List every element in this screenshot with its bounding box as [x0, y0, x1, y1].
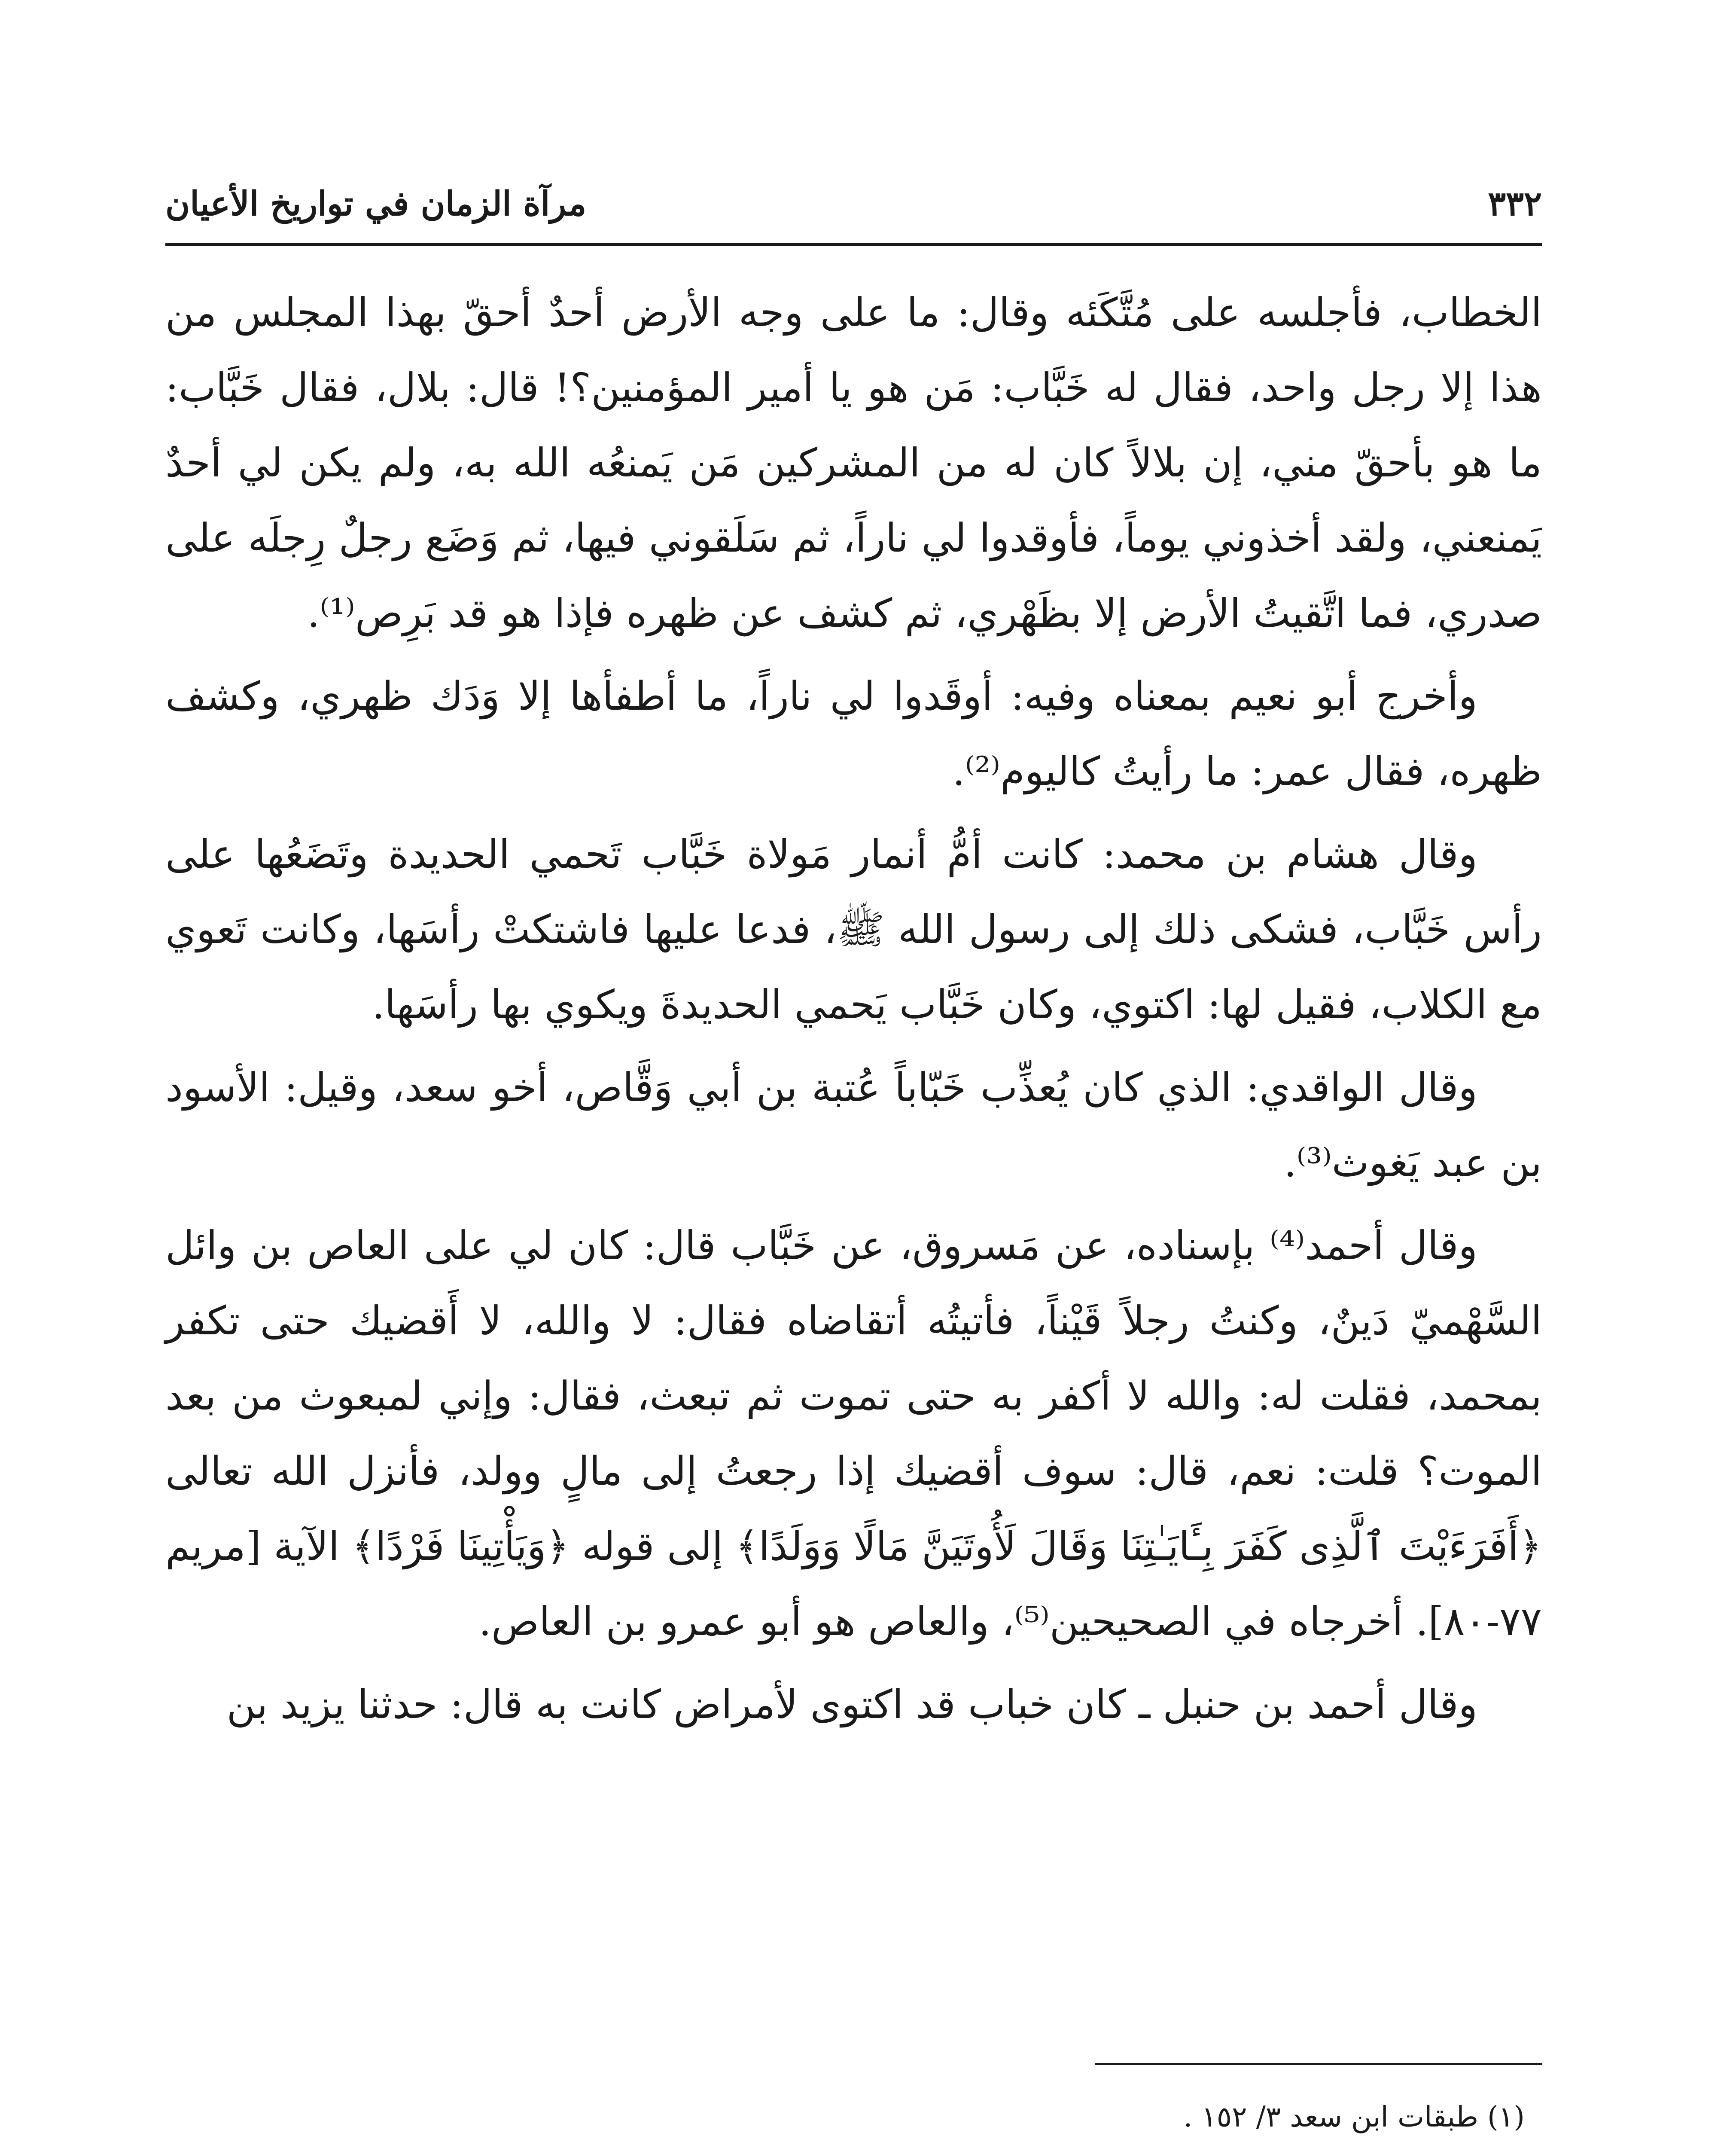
book-page [165, 0, 1542, 2148]
footnotes [165, 2084, 1542, 2148]
book-title: مرآة الزمان في تواريخ الأعيان [165, 184, 587, 223]
paragraph-2: وأخرج أبو نعيم بمعناه وفيه: أوقَدوا لي ناراً، ما أطفأها إلا وَدَك ظهري، وكشف ظهره، فقال عمر: ما رأيتُ كاليوم⁽²⁾. [165, 673, 1542, 794]
page-number: ٣٣٢ [1488, 184, 1542, 223]
paragraph-3: وقال هشام بن محمد: كانت أمُّ أنمار مَولاة خَبَّاب تَحمي الحديدة وتَضَعُها على رأس خَبَّاب، فشكى ذلك إلى رسول الله ﷺ، فدعا عليها فاشتكتْ رأسَها، وكانت تَعوي مع الكلاب، فقيل لها: اكتوي، وكان خَبَّاب يَحمي الحديدةَ ويكوي بها رأسَها. [165, 831, 1542, 1028]
paragraph-5: وقال أحمد⁽⁴⁾ بإسناده، عن مَسروق، عن خَبَّاب قال: كان لي على العاص بن وائل السَّهْميّ دَينٌ، وكنتُ رجلاً قَيْناً، فأتيتُه أتقاضاه فقال: لا والله، لا أَقضيك حتى تكفر بمحمد، فقلت له: والله لا أكفر به حتى تموت ثم تبعث، فقال: وإني لمبعوث من بعد الموت؟ قلت: نعم، قال: سوف أقضيك إذا رجعتُ إلى مالٍ وولد، فأنزل الله تعالى ﴿أَفَرَءَيْتَ ٱلَّذِى كَفَرَ بِـَٔايَـٰتِنَا وَقَالَ لَأُوتَيَنَّ مَالًا وَوَلَدًا﴾ إلى قوله ﴿وَيَأْتِينَا فَرْدًا﴾ الآية [مريم ٧٧-٨٠]. أخرجاه في الصحيحين⁽⁵⁾، والعاص هو أبو عمرو بن العاص. [165, 1223, 1542, 1645]
footnote-1: (١) طبقات ابن سعد ٣/ ١٥٢ . [1183, 2100, 1525, 2133]
paragraph-6: وقال أحمد بن حنبل ـ كان خباب قد اكتوى لأمراض كانت به قال: حدثنا يزيد بن [226, 1681, 1477, 1727]
footnote-divider [1095, 2063, 1542, 2065]
running-header [165, 178, 1542, 230]
body-text [165, 275, 1542, 1750]
header-divider [165, 243, 1542, 246]
paragraph-1: الخطاب، فأجلسه على مُتَّكَئه وقال: ما على وجه الأرض أحدٌ أحقّ بهذا المجلس من هذا إلا رجل واحد، فقال له خَبَّاب: مَن هو يا أمير المؤمنين؟! قال: بلال، فقال خَبَّاب: ما هو بأحقّ مني، إن بلالاً كان له من المشركين مَن يَمنعُه الله به، ولم يكن لي أحدٌ يَمنعني، ولقد أخذوني يوماً، فأوقدوا لي ناراً، ثم سَلَقوني فيها، ثم وَضَع رجلٌ رِجلَه على صدري، فما اتَّقيتُ الأرض إلا بظَهْري، ثم كشف عن ظهره فإذا هو قد بَرِص⁽¹⁾. [165, 290, 1542, 636]
paragraph-4: وقال الواقدي: الذي كان يُعذِّب خَبّاباً عُتبة بن أبي وَقَّاص، أخو سعد، وقيل: الأسود بن عبد يَغوث⁽³⁾. [165, 1065, 1542, 1186]
